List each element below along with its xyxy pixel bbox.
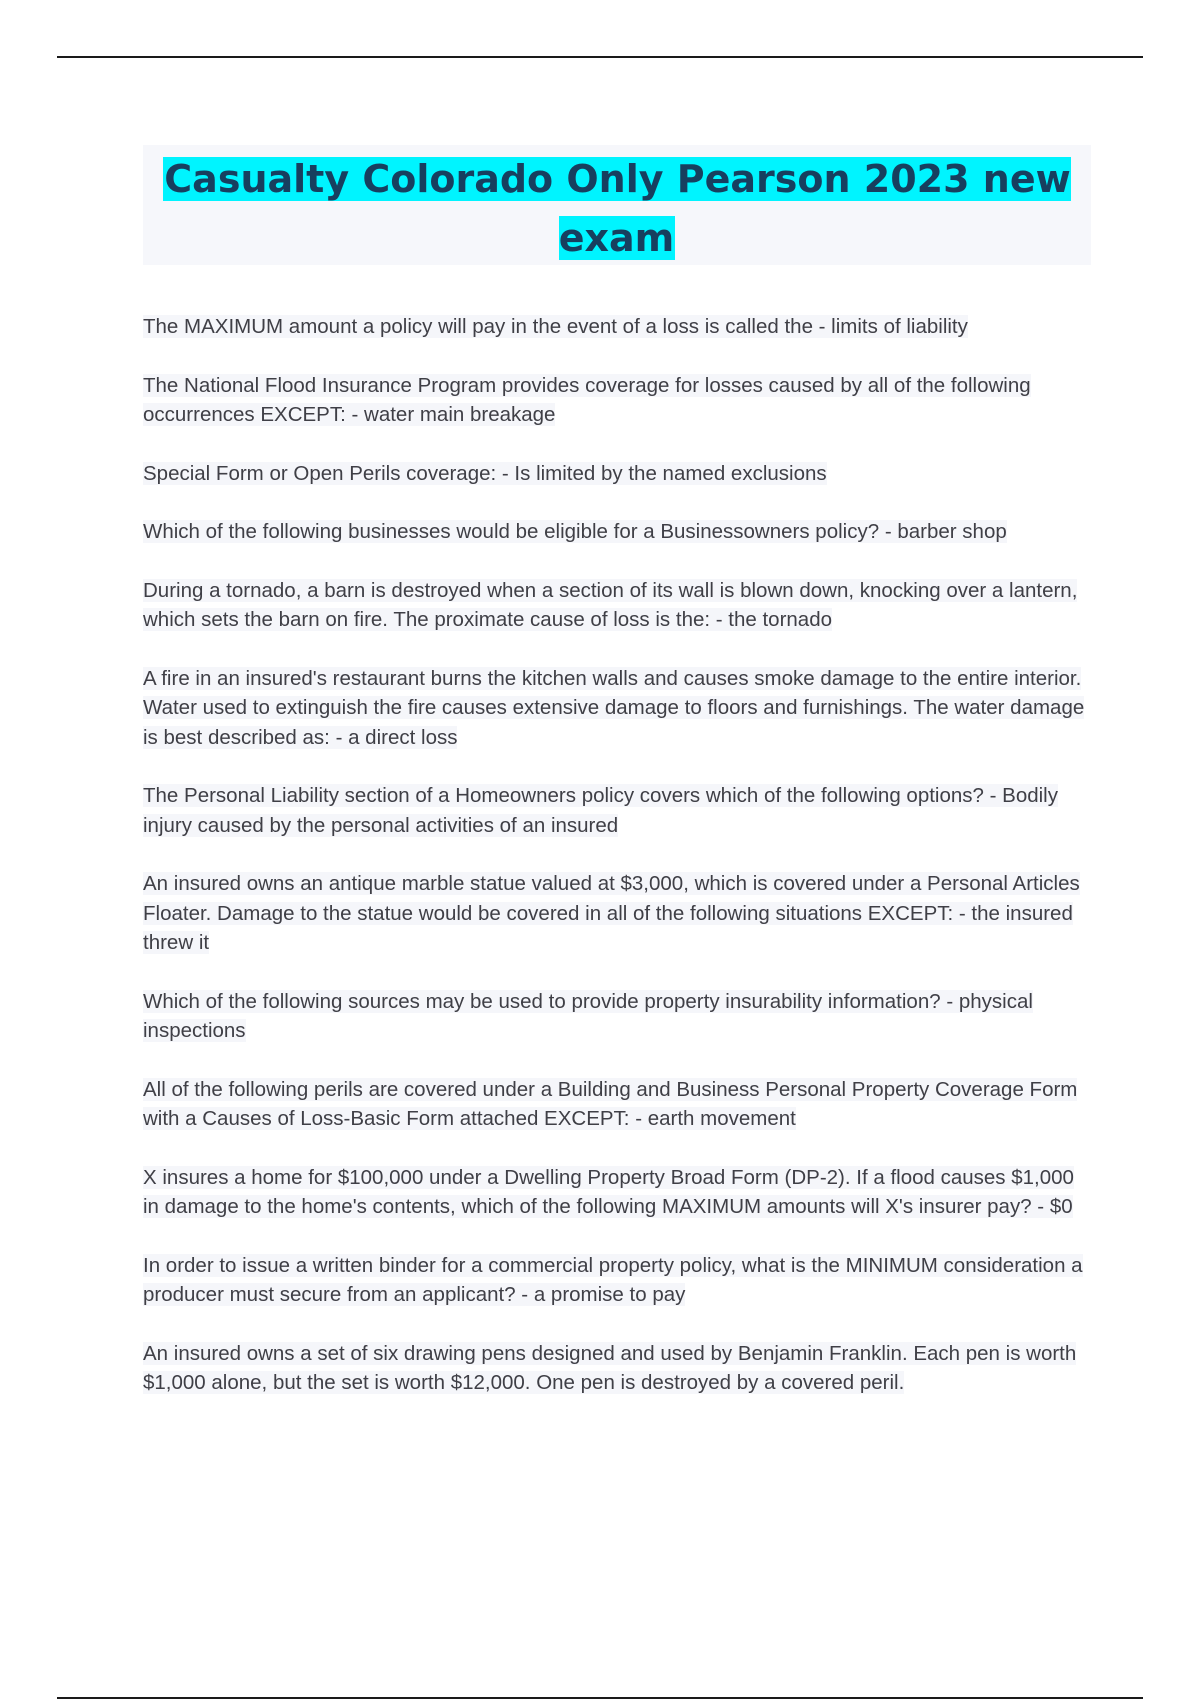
qa-item-text: Special Form or Open Perils coverage: - Is limited by the named exclusions [143,461,827,485]
qa-item [143,1075,1091,1134]
qa-item [143,869,1091,958]
page-title-text: Casualty Colorado Only Pearson 2023 new exam [164,157,1071,260]
qa-item [143,576,1091,635]
qa-item-text: An insured owns a set of six drawing pens designed and used by Benjamin Franklin. Each pen is worth $1,000 alone, but the set is worth $12,000. One pen is destroyed by a covered peril. [143,1341,1077,1394]
qa-item-text: The MAXIMUM amount a policy will pay in the event of a loss is called the - limits of liability [143,315,968,338]
qa-list [143,312,1091,1427]
qa-item [143,1163,1091,1222]
qa-item [143,371,1091,430]
qa-item-text: The National Flood Insurance Program provides coverage for losses caused by all of the following occurrences EXCEPT: - water main breakage [143,373,1031,426]
qa-item [143,781,1091,840]
bottom-rule [57,1697,1143,1699]
qa-item-text: During a tornado, a barn is destroyed when a section of its wall is blown down, knocking over a lantern, which sets the barn on fire. The proximate cause of loss is the: - the tornado [143,578,1078,631]
page-title [143,145,1091,268]
qa-item-text: An insured owns an antique marble statue valued at $3,000, which is covered under a Personal Articles Floater. Damage to the statue would be covered in all of the following situations EXCEPT: - the insured threw it [143,872,1080,954]
top-rule [57,56,1143,58]
qa-item-text: The Personal Liability section of a Homeowners policy covers which of the following options? - Bodily injury caused by the personal activities of an insured [143,784,1058,837]
qa-item [143,459,1091,489]
qa-item-text: All of the following perils are covered under a Building and Business Personal Property Coverage Form with a Causes of Loss-Basic Form attached EXCEPT: - earth movement [143,1077,1078,1130]
qa-item [143,1339,1091,1398]
qa-item-text: Which of the following sources may be used to provide property insurability information? - physical inspections [143,989,1033,1042]
qa-item-text: A fire in an insured's restaurant burns the kitchen walls and causes smoke damage to the entire interior. Water used to extinguish the fire causes extensive damage to floors and furnishings. The water damage is best described as: - a direct loss [143,666,1085,749]
qa-item-text: Which of the following businesses would be eligible for a Businessowners policy? - barber shop [143,520,1007,543]
title-block [143,145,1091,265]
qa-item-text: X insures a home for $100,000 under a Dwelling Property Broad Form (DP-2). If a flood causes $1,000 in damage to the home's contents, which of the following MAXIMUM amounts will X's insurer pay? - $0 [143,1165,1074,1218]
qa-item [143,664,1091,753]
qa-item [143,1251,1091,1310]
qa-item-text: In order to issue a written binder for a commercial property policy, what is the MINIMUM consideration a producer must secure from an applicant? - a promise to pay [143,1253,1083,1306]
qa-item [143,312,1091,342]
qa-item [143,987,1091,1046]
qa-item [143,517,1091,547]
